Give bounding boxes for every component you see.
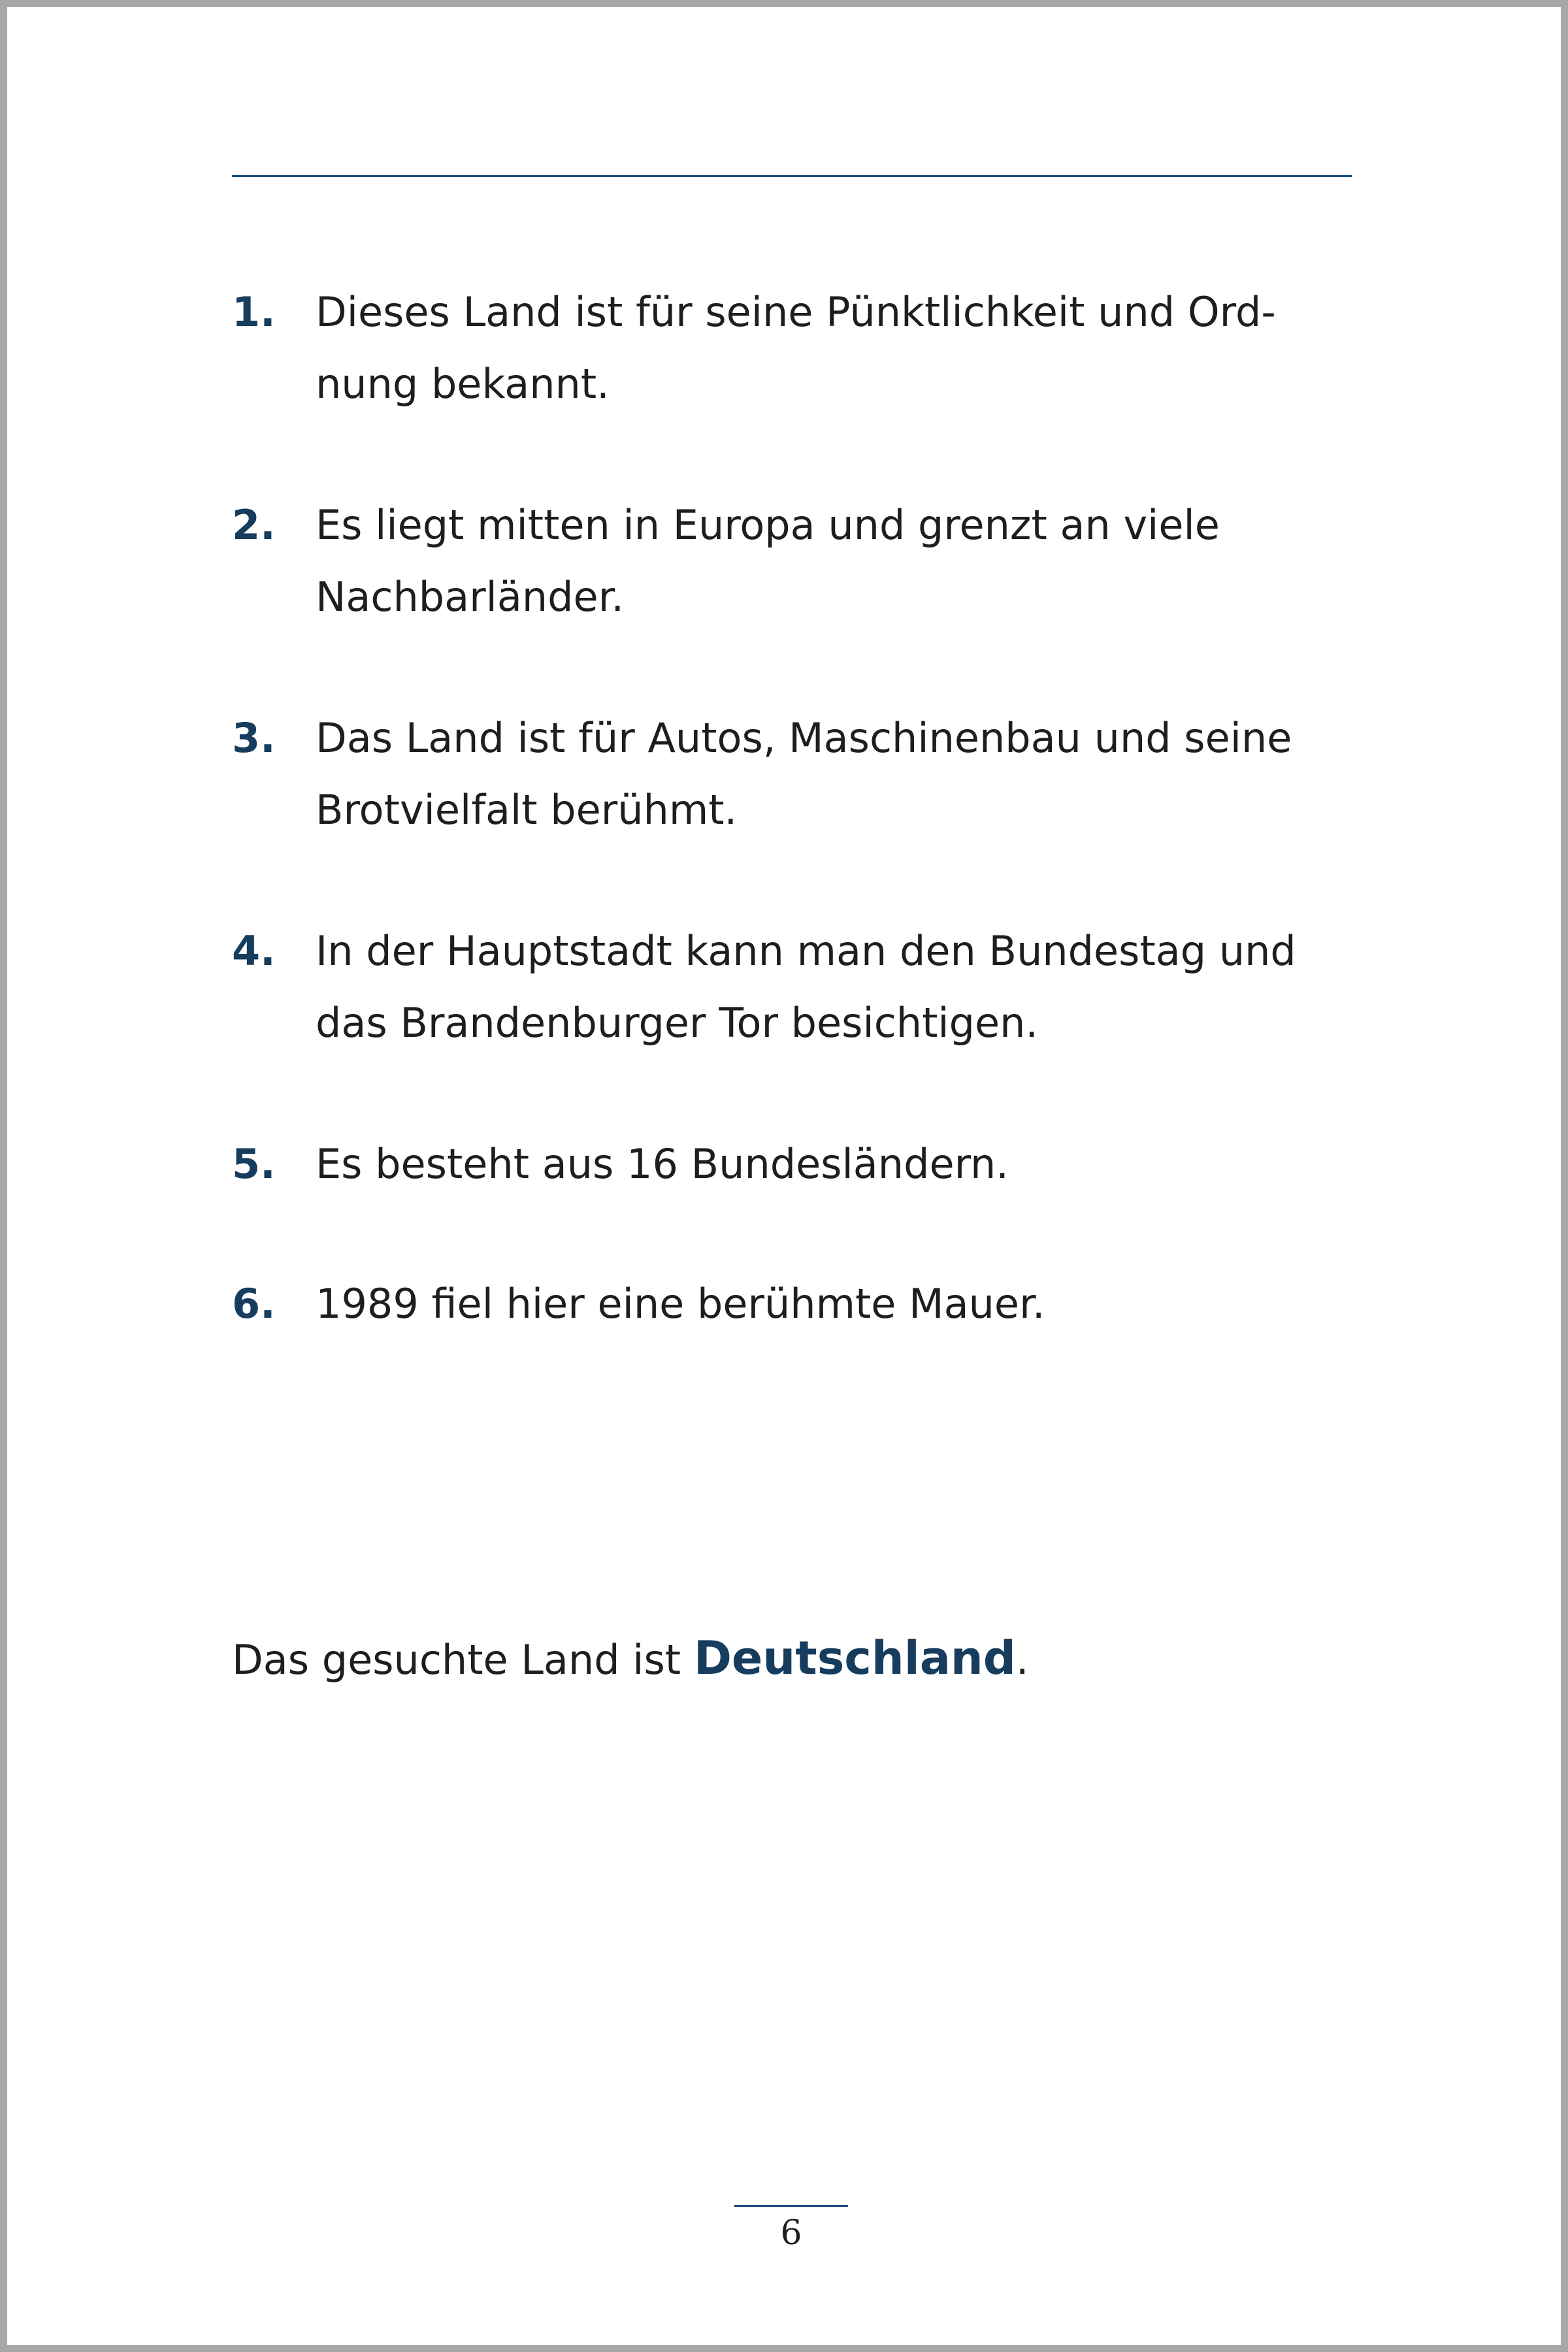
clue-text: 1989 fiel hier eine berühmte Mauer. [316,1280,1045,1328]
clue-text: Es liegt mitten in Europa und grenzt an viele Nachbarländer. [316,501,1220,621]
clue-text: In der Hauptstadt kann man den Bundestag und das Brandenburger Tor besichtigen. [316,927,1296,1047]
answer-prefix: Das gesuchte Land ist [232,1636,694,1684]
clue-text: Dieses Land ist für seine Pünktlichkeit und Ord- nung bekannt. [316,288,1276,408]
answer-sentence [232,1622,1029,1696]
clue-number: 4. [232,927,276,975]
top-divider [232,175,1352,177]
answer-country: Deutschland [693,1631,1016,1685]
page-number: 6 [780,2213,802,2253]
clue-number: 2. [232,501,276,549]
clue-number: 6. [232,1280,276,1328]
clue-number: 3. [232,714,276,762]
clue-text: Das Land ist für Autos, Maschinenbau und seine Brotvielfalt berühmt. [316,714,1292,834]
footer-divider [734,2205,848,2207]
clue-text: Es besteht aus 16 Bundesländern. [316,1140,1009,1188]
clue-number: 5. [232,1140,276,1188]
answer-suffix: . [1015,1636,1029,1684]
clue-number: 1. [232,288,276,336]
